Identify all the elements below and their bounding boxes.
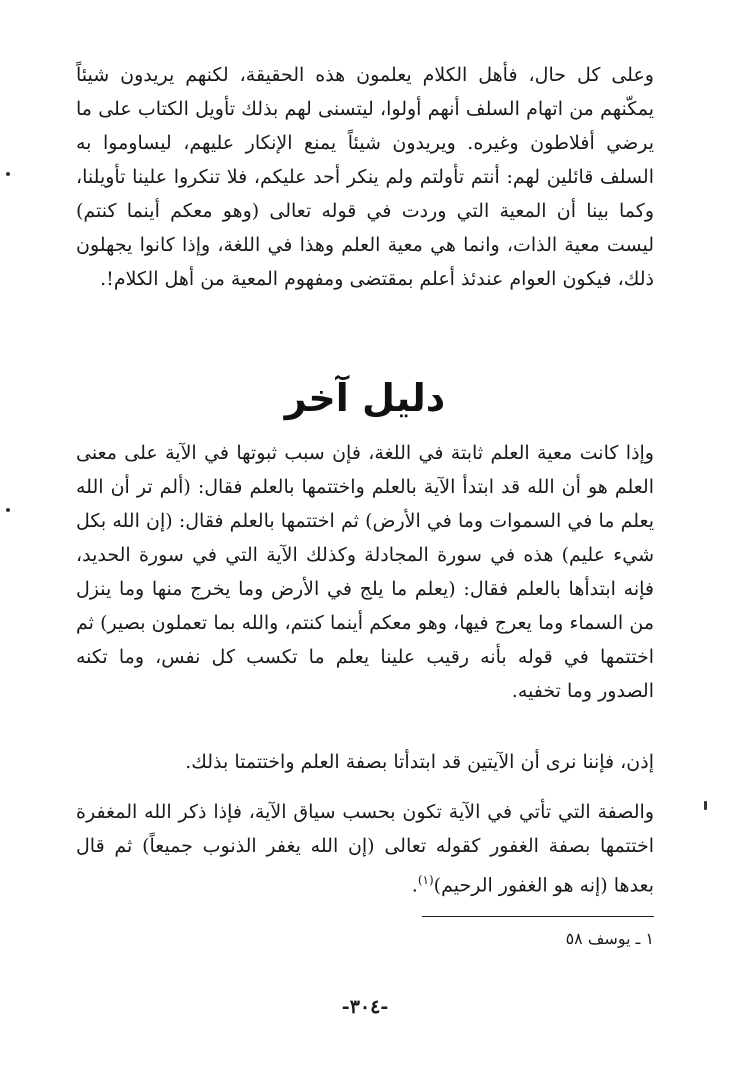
paragraph-attribute bbox=[76, 795, 654, 902]
paragraph-conclusion bbox=[76, 745, 654, 779]
paragraph-body: والصفة التي تأتي في الآية تكون بحسب سياق الآية، فإذا ذكر الله المغفرة اختتمها بصفة الغفور كقوله تعالى (إن الله يغفر الذنوب جميعاً) ثم قال بعدها (إنه هو الغفور الرحيم) bbox=[76, 801, 654, 897]
paragraph-text: إذن، فإننا نرى أن الآيتين قد ابتدأتا بصفة العلم واختتمتا بذلك. bbox=[185, 751, 654, 773]
margin-dot bbox=[6, 508, 10, 512]
paragraph-intro bbox=[76, 58, 654, 296]
paragraph-end: . bbox=[411, 874, 418, 897]
page-number: -٣٠٤- bbox=[341, 996, 389, 1018]
paragraph-text: وعلى كل حال، فأهل الكلام يعلمون هذه الحقيقة، لكنهم يريدون شيئاً يمكّنهم من اتهام السلف أنهم أولوا، ليتسنى لهم بذلك تأويل الكتاب على ما يرضي أفلاطون وغيره. ويريدون شيئاً يمنع الإنكار عليهم، ليساوموا به السلف قائلين لهم: أنتم تأولتم ولم ينكر أحد عليكم، فلا تنكروا علينا تأويلنا، وكما بينا أن المعية التي وردت في قوله تعالى (وهو معكم أينما كنتم) ليست معية الذات، وانما هي معية العلم وهذا في اللغة، وإذا كانوا يجهلون ذلك، فيكون العوام عندئذ أعلم بمقتضى ومفهوم المعية من أهل الكلام!. bbox=[76, 64, 654, 290]
footnote-divider bbox=[422, 916, 654, 917]
paragraph-text: وإذا كانت معية العلم ثابتة في اللغة، فإن سبب ثبوتها في الآية على معنى العلم هو أن الله قد ابتدأ الآية بالعلم واختتمها بالعلم فقال: (ألم تر أن الله يعلم ما في السموات وما في الأرض) ثم اختتمها بالعلم فقال: (إن الله بكل شيء عليم) هذه في سورة المجادلة وكذلك الآية التي في سورة الحديد، فإنه ابتدأها بالعلم فقال: (يعلم ما يلج في الأرض وما يخرج منها وما ينزل من السماء وما يعرج فيها، وهو معكم أينما كنتم، والله بما تعملون بصير) ثم اختتمها في قوله بأنه رقيب علينا يعلم ما تكسب كل نفس، وما تكنه الصدور وما تخفيه. bbox=[76, 442, 654, 702]
section-heading: دليل آخر bbox=[284, 376, 446, 420]
margin-dot bbox=[704, 801, 707, 810]
footnote-reference[interactable]: (١) bbox=[417, 873, 434, 887]
margin-dot bbox=[6, 172, 10, 176]
paragraph-argument bbox=[76, 436, 654, 708]
paragraph-text bbox=[76, 795, 654, 902]
footnote: ١ ـ يوسف ٥٨ bbox=[565, 929, 654, 948]
